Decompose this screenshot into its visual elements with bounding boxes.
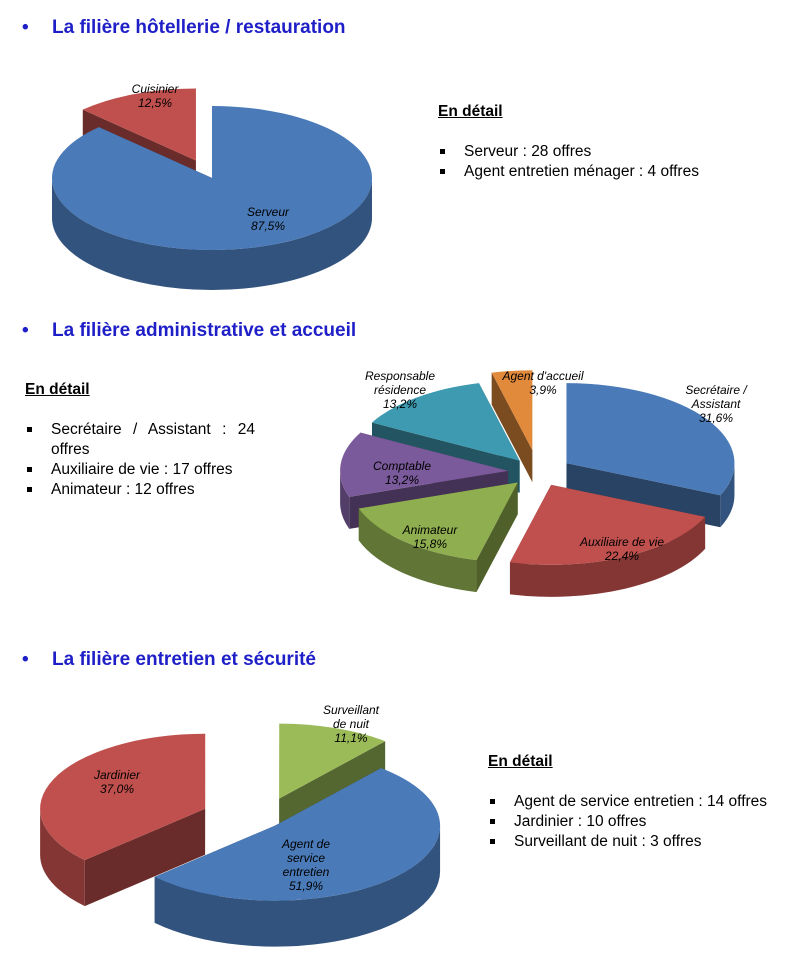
- detail-item: Surveillant de nuit : 3 offres: [488, 832, 767, 852]
- detail-item: Serveur : 28 offres: [438, 142, 699, 162]
- slice-label-responsable-residence: Responsable résidence 13,2%: [364, 369, 436, 411]
- slice-label-surveillant-de-nuit: Surveillant de nuit 11,1%: [322, 703, 380, 745]
- slice-label-comptable: Comptable 13,2%: [372, 459, 432, 487]
- detail-item: Animateur : 12 offres: [25, 480, 255, 500]
- slice-label-agent-d-accueil: Agent d'accueil 3,9%: [502, 369, 584, 397]
- detail-item: Agent entretien ménager : 4 offres: [438, 162, 699, 182]
- bullet-icon: •: [22, 649, 29, 670]
- detail-item: Secrétaire / Assistant : 24 offres: [25, 420, 255, 460]
- slice-label-cuisinier: Cuisinier 12,5%: [131, 82, 179, 110]
- bullet-icon: •: [22, 320, 29, 341]
- slice-label-serveur: Serveur 87,5%: [246, 205, 290, 233]
- section-title-text: La filière hôtellerie / restauration: [52, 17, 346, 38]
- slice-label-jardinier: Jardinier 37,0%: [93, 768, 141, 796]
- detail-item: Agent de service entretien : 14 offres: [488, 792, 767, 812]
- slice-label-auxiliaire-de-vie: Auxiliaire de vie 22,4%: [579, 535, 665, 563]
- slice-label-secretaire-assistant: Secrétaire / Assistant 31,6%: [685, 383, 747, 425]
- detail-item: Jardinier : 10 offres: [488, 812, 767, 832]
- slice-label-animateur: Animateur 15,8%: [402, 523, 458, 551]
- detail-list: [488, 792, 767, 852]
- detail-item: Auxiliaire de vie : 17 offres: [25, 460, 255, 480]
- section-title-text: La filière entretien et sécurité: [52, 649, 316, 670]
- detail-heading: En détail: [438, 103, 503, 120]
- slice-label-agent-de-service-entretien: Agent de service entretien 51,9%: [281, 837, 331, 893]
- detail-box-entretien: [488, 752, 767, 852]
- bullet-icon: •: [22, 17, 29, 38]
- detail-heading: En détail: [25, 381, 90, 398]
- detail-heading: En détail: [488, 753, 553, 770]
- section-title-text: La filière administrative et accueil: [52, 320, 357, 341]
